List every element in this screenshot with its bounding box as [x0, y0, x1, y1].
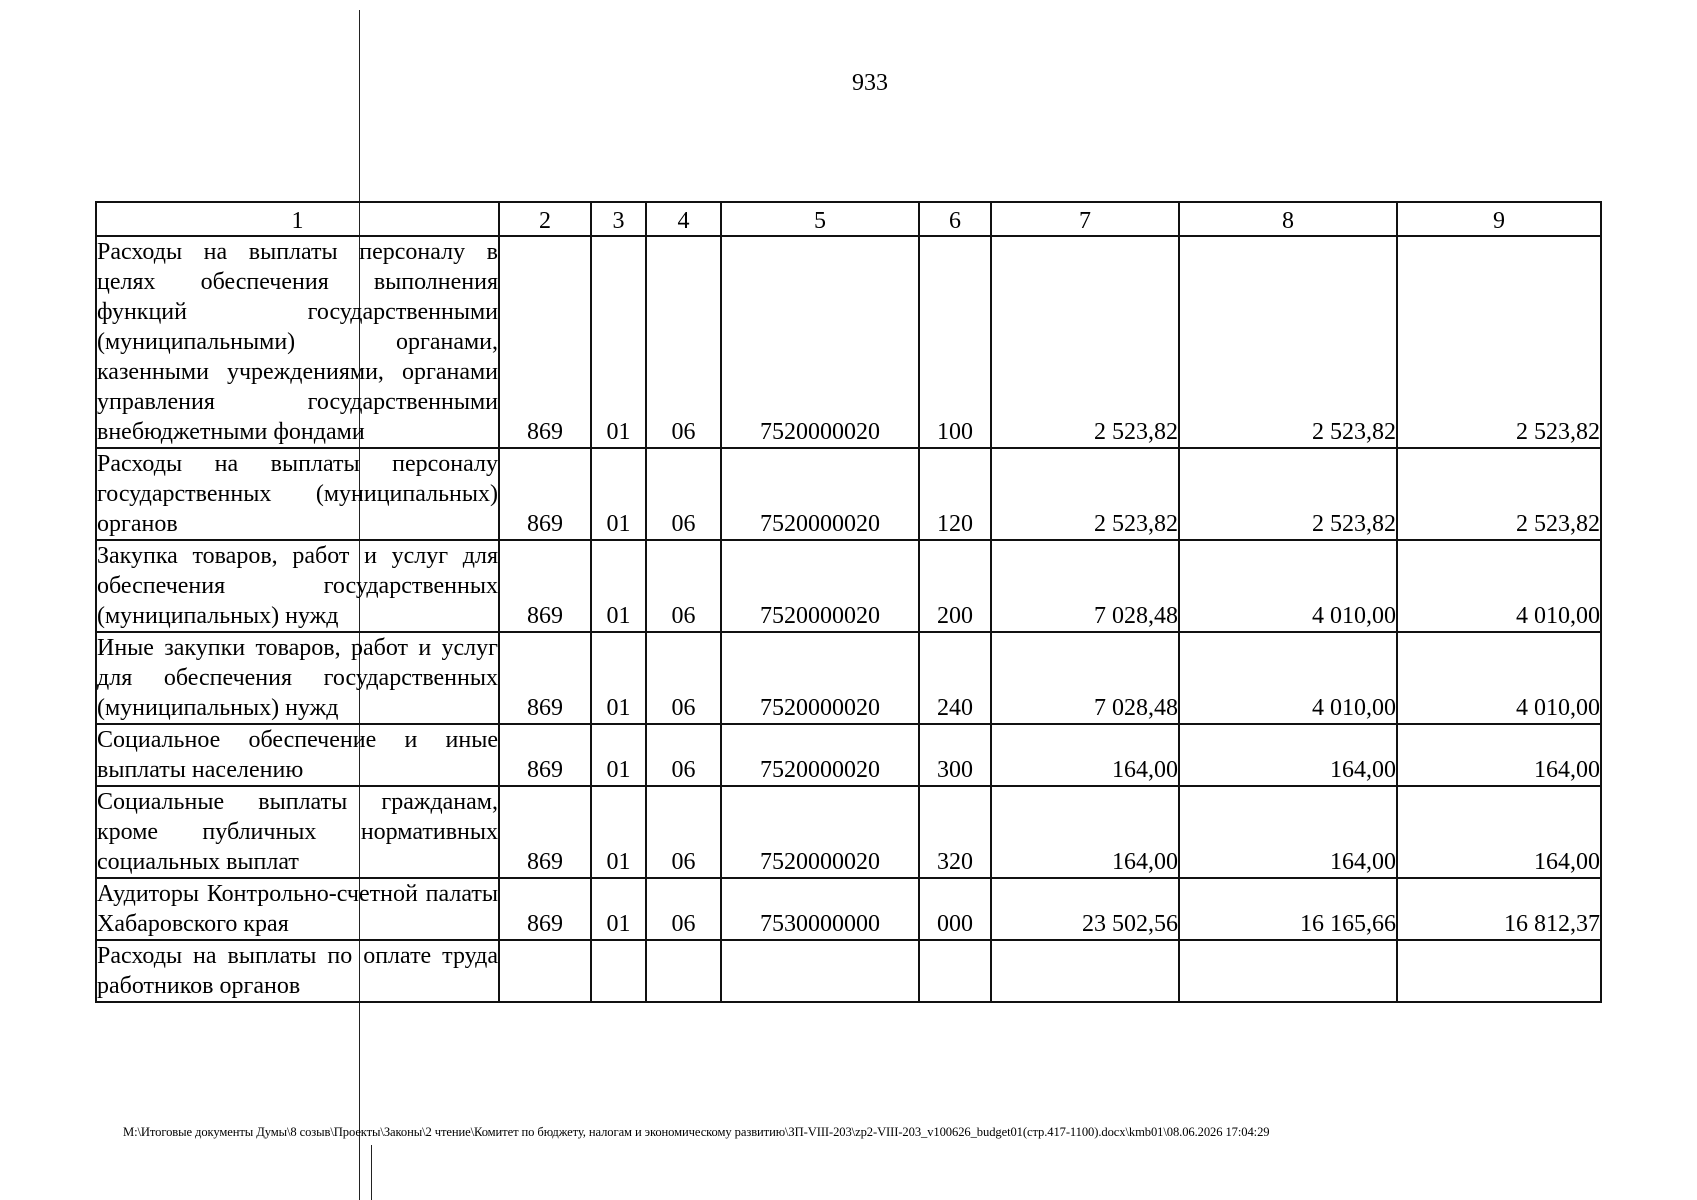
cell-amount-col9: 164,00 — [1397, 724, 1601, 786]
cell-target-article: 7520000020 — [721, 632, 919, 724]
document-path-footer: M:\Итоговые документы Думы\8 созыв\Проекты\Законы\2 чтение\Комитет по бюджету, налогам и экономическому развитию\ЗП-VIII-203\zp2-VIII-203_v100626_budget01(стр.417-1100).docx\kmb01\08.06.2026 17:04:29 — [123, 1125, 1270, 1139]
cell-admin-code — [499, 940, 591, 1002]
row-description-text: Расходы на выплаты персоналу государственных (муниципальных) органов — [97, 451, 498, 537]
cell-admin-code: 869 — [499, 724, 591, 786]
cell-amount-col8 — [1179, 940, 1397, 1002]
cell-description — [96, 940, 499, 1002]
cell-target-article — [721, 940, 919, 1002]
row-description-text: Закупка товаров, работ и услуг для обеспечения государственных (муниципальных) нужд — [97, 543, 498, 629]
cell-description — [96, 786, 499, 878]
row-description-text: Иные закупки товаров, работ и услуг для обеспечения государственных (муниципальных) нужд — [97, 635, 498, 721]
cell-section: 01 — [591, 786, 646, 878]
cell-expense-type: 300 — [919, 724, 991, 786]
cell-amount-col8: 4 010,00 — [1179, 632, 1397, 724]
cell-section: 01 — [591, 724, 646, 786]
row-description-text: Расходы на выплаты по оплате труда работников органов — [97, 943, 498, 999]
table-row — [96, 236, 1601, 448]
cell-description — [96, 448, 499, 540]
cell-admin-code: 869 — [499, 786, 591, 878]
cell-description — [96, 540, 499, 632]
cell-expense-type — [919, 940, 991, 1002]
cell-amount-col8: 2 523,82 — [1179, 448, 1397, 540]
table-row — [96, 632, 1601, 724]
cell-amount-col7: 7 028,48 — [991, 632, 1179, 724]
page-number: 933 — [852, 70, 888, 96]
table-header-row — [96, 202, 1601, 236]
cell-amount-col7: 164,00 — [991, 724, 1179, 786]
header-col-4: 4 — [646, 202, 721, 236]
cell-section: 01 — [591, 236, 646, 448]
cell-amount-col8: 164,00 — [1179, 724, 1397, 786]
cell-section: 01 — [591, 632, 646, 724]
cell-admin-code: 869 — [499, 540, 591, 632]
table-row — [96, 878, 1601, 940]
cell-amount-col9: 16 812,37 — [1397, 878, 1601, 940]
table-row — [96, 940, 1601, 1002]
cell-target-article: 7520000020 — [721, 448, 919, 540]
cell-admin-code: 869 — [499, 632, 591, 724]
cell-amount-col8: 164,00 — [1179, 786, 1397, 878]
cell-subsection: 06 — [646, 878, 721, 940]
cell-amount-col8: 4 010,00 — [1179, 540, 1397, 632]
cell-target-article: 7520000020 — [721, 540, 919, 632]
header-col-9: 9 — [1397, 202, 1601, 236]
cell-admin-code: 869 — [499, 448, 591, 540]
cell-amount-col9 — [1397, 940, 1601, 1002]
cell-amount-col8: 2 523,82 — [1179, 236, 1397, 448]
header-col-8: 8 — [1179, 202, 1397, 236]
row-description-text: Расходы на выплаты персоналу в целях обеспечения выполнения функций государственными (муниципальными) органами, казенными учреждениями, органами управления государственными внебюджетными фондами — [97, 239, 498, 445]
cell-amount-col9: 4 010,00 — [1397, 540, 1601, 632]
cell-target-article: 7520000020 — [721, 786, 919, 878]
cell-target-article: 7530000000 — [721, 878, 919, 940]
cell-description — [96, 632, 499, 724]
cell-amount-col9: 4 010,00 — [1397, 632, 1601, 724]
cell-amount-col9: 2 523,82 — [1397, 236, 1601, 448]
header-col-3: 3 — [591, 202, 646, 236]
table-row — [96, 448, 1601, 540]
cell-amount-col9: 2 523,82 — [1397, 448, 1601, 540]
cell-subsection — [646, 940, 721, 1002]
header-col-2: 2 — [499, 202, 591, 236]
table-body — [96, 236, 1601, 1002]
cell-amount-col7: 23 502,56 — [991, 878, 1179, 940]
scan-artifact-line-lower — [371, 1145, 372, 1200]
cell-expense-type: 100 — [919, 236, 991, 448]
cell-expense-type: 200 — [919, 540, 991, 632]
cell-expense-type: 000 — [919, 878, 991, 940]
table-row — [96, 724, 1601, 786]
cell-amount-col7: 7 028,48 — [991, 540, 1179, 632]
cell-subsection: 06 — [646, 540, 721, 632]
header-col-7: 7 — [991, 202, 1179, 236]
cell-target-article: 7520000020 — [721, 724, 919, 786]
budget-table — [95, 201, 1602, 1003]
cell-amount-col7 — [991, 940, 1179, 1002]
cell-admin-code: 869 — [499, 236, 591, 448]
cell-amount-col8: 16 165,66 — [1179, 878, 1397, 940]
cell-description — [96, 236, 499, 448]
row-description-text: Аудиторы Контрольно-счетной палаты Хабаровского края — [97, 881, 498, 937]
cell-amount-col7: 2 523,82 — [991, 236, 1179, 448]
cell-admin-code: 869 — [499, 878, 591, 940]
cell-subsection: 06 — [646, 236, 721, 448]
cell-expense-type: 240 — [919, 632, 991, 724]
table-row — [96, 540, 1601, 632]
row-description-text: Социальное обеспечение и иные выплаты населению — [97, 727, 498, 783]
cell-expense-type: 320 — [919, 786, 991, 878]
cell-subsection: 06 — [646, 786, 721, 878]
cell-section — [591, 940, 646, 1002]
cell-subsection: 06 — [646, 632, 721, 724]
cell-amount-col7: 164,00 — [991, 786, 1179, 878]
cell-amount-col7: 2 523,82 — [991, 448, 1179, 540]
row-description-text: Социальные выплаты гражданам, кроме публичных нормативных социальных выплат — [97, 789, 498, 875]
cell-subsection: 06 — [646, 448, 721, 540]
cell-section: 01 — [591, 540, 646, 632]
cell-expense-type: 120 — [919, 448, 991, 540]
cell-section: 01 — [591, 878, 646, 940]
header-col-5: 5 — [721, 202, 919, 236]
header-col-6: 6 — [919, 202, 991, 236]
cell-subsection: 06 — [646, 724, 721, 786]
cell-section: 01 — [591, 448, 646, 540]
table-row — [96, 786, 1601, 878]
cell-description — [96, 724, 499, 786]
cell-target-article: 7520000020 — [721, 236, 919, 448]
header-col-1: 1 — [96, 202, 499, 236]
cell-description — [96, 878, 499, 940]
cell-amount-col9: 164,00 — [1397, 786, 1601, 878]
